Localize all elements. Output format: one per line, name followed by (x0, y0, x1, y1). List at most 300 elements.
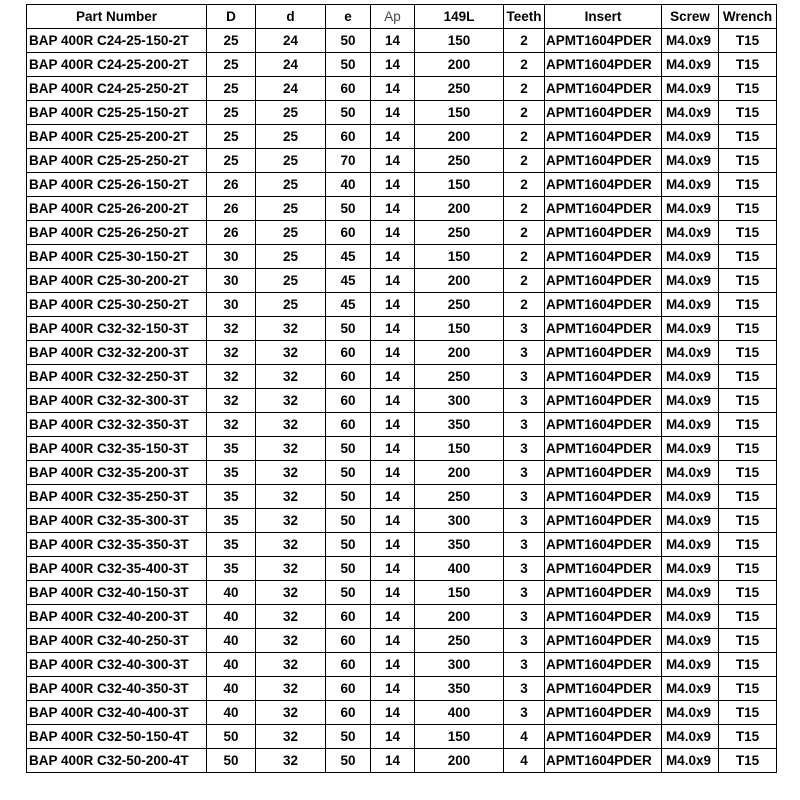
cell-wrench: T15 (719, 557, 777, 581)
cell-teeth: 2 (504, 197, 545, 221)
cell-e: 70 (326, 149, 371, 173)
cell-screw: M4.0x9 (662, 221, 719, 245)
cell-teeth: 2 (504, 269, 545, 293)
header-part-number: Part Number (27, 5, 207, 29)
cell-teeth: 2 (504, 101, 545, 125)
cell-d-major: 40 (207, 677, 256, 701)
cell-d-minor: 25 (256, 221, 326, 245)
cell-e: 50 (326, 725, 371, 749)
cell-d-minor: 32 (256, 677, 326, 701)
cell-screw: M4.0x9 (662, 629, 719, 653)
cell-teeth: 2 (504, 149, 545, 173)
cell-e: 60 (326, 77, 371, 101)
cell-ap: 14 (371, 149, 415, 173)
cell-length: 200 (415, 605, 504, 629)
cell-ap: 14 (371, 509, 415, 533)
cell-screw: M4.0x9 (662, 677, 719, 701)
table-row (27, 509, 777, 533)
cell-d-major: 25 (207, 53, 256, 77)
cell-wrench: T15 (719, 269, 777, 293)
cell-wrench: T15 (719, 677, 777, 701)
table-row (27, 389, 777, 413)
cell-screw: M4.0x9 (662, 389, 719, 413)
cell-d-major: 30 (207, 269, 256, 293)
cell-d-minor: 25 (256, 173, 326, 197)
cell-length: 250 (415, 221, 504, 245)
cell-d-major: 35 (207, 533, 256, 557)
cell-ap: 14 (371, 437, 415, 461)
cell-part-number: BAP 400R C32-32-300-3T (27, 389, 207, 413)
cell-wrench: T15 (719, 749, 777, 773)
cell-screw: M4.0x9 (662, 293, 719, 317)
cell-teeth: 2 (504, 53, 545, 77)
cell-screw: M4.0x9 (662, 653, 719, 677)
cell-screw: M4.0x9 (662, 437, 719, 461)
cell-insert: APMT1604PDER (545, 557, 662, 581)
cell-length: 200 (415, 749, 504, 773)
cell-length: 350 (415, 533, 504, 557)
cell-length: 350 (415, 413, 504, 437)
table-row (27, 413, 777, 437)
cell-wrench: T15 (719, 485, 777, 509)
cell-ap: 14 (371, 629, 415, 653)
cell-wrench: T15 (719, 317, 777, 341)
cell-part-number: BAP 400R C25-25-250-2T (27, 149, 207, 173)
cell-d-major: 50 (207, 749, 256, 773)
cell-d-minor: 32 (256, 413, 326, 437)
cell-d-minor: 32 (256, 557, 326, 581)
cell-part-number: BAP 400R C25-26-150-2T (27, 173, 207, 197)
cell-part-number: BAP 400R C32-50-200-4T (27, 749, 207, 773)
cell-e: 60 (326, 413, 371, 437)
cell-length: 200 (415, 197, 504, 221)
cell-d-minor: 32 (256, 317, 326, 341)
cell-teeth: 3 (504, 413, 545, 437)
cell-e: 60 (326, 629, 371, 653)
cell-insert: APMT1604PDER (545, 77, 662, 101)
cell-ap: 14 (371, 53, 415, 77)
table-row (27, 149, 777, 173)
cell-wrench: T15 (719, 245, 777, 269)
cell-wrench: T15 (719, 77, 777, 101)
cell-part-number: BAP 400R C32-40-400-3T (27, 701, 207, 725)
cell-d-minor: 32 (256, 533, 326, 557)
header-d-minor: d (256, 5, 326, 29)
cell-teeth: 2 (504, 77, 545, 101)
cell-part-number: BAP 400R C25-30-150-2T (27, 245, 207, 269)
cell-part-number: BAP 400R C25-26-200-2T (27, 197, 207, 221)
cell-ap: 14 (371, 485, 415, 509)
cell-part-number: BAP 400R C32-35-350-3T (27, 533, 207, 557)
cell-teeth: 3 (504, 509, 545, 533)
cell-wrench: T15 (719, 629, 777, 653)
cell-ap: 14 (371, 605, 415, 629)
cell-teeth: 3 (504, 557, 545, 581)
cell-length: 350 (415, 677, 504, 701)
table-row (27, 677, 777, 701)
cell-part-number: BAP 400R C32-32-250-3T (27, 365, 207, 389)
cell-d-major: 32 (207, 365, 256, 389)
cell-wrench: T15 (719, 125, 777, 149)
table-row (27, 293, 777, 317)
cell-insert: APMT1604PDER (545, 605, 662, 629)
cell-d-major: 32 (207, 341, 256, 365)
cell-ap: 14 (371, 293, 415, 317)
cell-d-major: 30 (207, 293, 256, 317)
cell-ap: 14 (371, 77, 415, 101)
cell-ap: 14 (371, 125, 415, 149)
cell-teeth: 4 (504, 749, 545, 773)
cell-screw: M4.0x9 (662, 461, 719, 485)
cell-d-major: 35 (207, 461, 256, 485)
cell-d-major: 30 (207, 245, 256, 269)
cell-ap: 14 (371, 221, 415, 245)
cell-screw: M4.0x9 (662, 125, 719, 149)
cell-e: 60 (326, 221, 371, 245)
cell-d-minor: 32 (256, 629, 326, 653)
cell-d-major: 35 (207, 509, 256, 533)
cell-part-number: BAP 400R C32-32-200-3T (27, 341, 207, 365)
table-row (27, 437, 777, 461)
table-row (27, 557, 777, 581)
table-row (27, 197, 777, 221)
cell-part-number: BAP 400R C32-35-250-3T (27, 485, 207, 509)
cell-d-major: 26 (207, 221, 256, 245)
cell-part-number: BAP 400R C32-40-350-3T (27, 677, 207, 701)
cell-screw: M4.0x9 (662, 77, 719, 101)
cell-d-major: 26 (207, 173, 256, 197)
table-row (27, 317, 777, 341)
cell-d-minor: 25 (256, 125, 326, 149)
cell-ap: 14 (371, 413, 415, 437)
cell-length: 250 (415, 77, 504, 101)
cell-insert: APMT1604PDER (545, 533, 662, 557)
cell-d-major: 25 (207, 77, 256, 101)
cell-part-number: BAP 400R C25-30-200-2T (27, 269, 207, 293)
cell-part-number: BAP 400R C32-40-300-3T (27, 653, 207, 677)
cell-ap: 14 (371, 461, 415, 485)
cell-length: 200 (415, 125, 504, 149)
cell-length: 150 (415, 29, 504, 53)
cell-screw: M4.0x9 (662, 269, 719, 293)
cell-d-minor: 24 (256, 53, 326, 77)
cell-insert: APMT1604PDER (545, 365, 662, 389)
cell-e: 60 (326, 677, 371, 701)
cell-d-major: 40 (207, 701, 256, 725)
cell-teeth: 2 (504, 29, 545, 53)
cell-teeth: 3 (504, 605, 545, 629)
cell-insert: APMT1604PDER (545, 29, 662, 53)
header-teeth: Teeth (504, 5, 545, 29)
table-row (27, 173, 777, 197)
cell-screw: M4.0x9 (662, 245, 719, 269)
table-row (27, 245, 777, 269)
cell-insert: APMT1604PDER (545, 173, 662, 197)
table-row (27, 101, 777, 125)
table-row (27, 365, 777, 389)
cell-ap: 14 (371, 197, 415, 221)
cell-length: 200 (415, 53, 504, 77)
cell-length: 150 (415, 173, 504, 197)
table-row (27, 581, 777, 605)
cell-part-number: BAP 400R C25-30-250-2T (27, 293, 207, 317)
cell-wrench: T15 (719, 725, 777, 749)
cell-e: 50 (326, 53, 371, 77)
cell-screw: M4.0x9 (662, 581, 719, 605)
cell-length: 200 (415, 461, 504, 485)
cell-length: 400 (415, 557, 504, 581)
cell-teeth: 3 (504, 485, 545, 509)
table-row (27, 461, 777, 485)
cell-teeth: 4 (504, 725, 545, 749)
cell-d-minor: 32 (256, 653, 326, 677)
cell-part-number: BAP 400R C32-35-300-3T (27, 509, 207, 533)
cell-wrench: T15 (719, 149, 777, 173)
header-ap: Ap (371, 5, 415, 29)
cell-d-minor: 25 (256, 149, 326, 173)
cell-wrench: T15 (719, 701, 777, 725)
cell-length: 250 (415, 629, 504, 653)
cell-ap: 14 (371, 341, 415, 365)
cell-insert: APMT1604PDER (545, 101, 662, 125)
cell-teeth: 3 (504, 341, 545, 365)
cell-d-minor: 25 (256, 293, 326, 317)
cell-teeth: 3 (504, 653, 545, 677)
cell-d-minor: 32 (256, 461, 326, 485)
cell-d-minor: 25 (256, 101, 326, 125)
cell-length: 150 (415, 101, 504, 125)
cell-wrench: T15 (719, 533, 777, 557)
cell-length: 250 (415, 293, 504, 317)
cell-part-number: BAP 400R C24-25-150-2T (27, 29, 207, 53)
cell-d-minor: 32 (256, 701, 326, 725)
cell-length: 150 (415, 437, 504, 461)
cell-screw: M4.0x9 (662, 317, 719, 341)
cell-d-major: 40 (207, 581, 256, 605)
cell-d-minor: 32 (256, 389, 326, 413)
cell-e: 60 (326, 653, 371, 677)
cell-e: 50 (326, 557, 371, 581)
cell-d-minor: 25 (256, 197, 326, 221)
cell-e: 45 (326, 293, 371, 317)
cell-ap: 14 (371, 269, 415, 293)
cell-screw: M4.0x9 (662, 29, 719, 53)
cell-wrench: T15 (719, 581, 777, 605)
cell-teeth: 3 (504, 533, 545, 557)
cell-e: 50 (326, 29, 371, 53)
cell-ap: 14 (371, 389, 415, 413)
cell-screw: M4.0x9 (662, 101, 719, 125)
header-length: 149L (415, 5, 504, 29)
cell-e: 50 (326, 197, 371, 221)
cell-e: 50 (326, 581, 371, 605)
cell-part-number: BAP 400R C32-40-250-3T (27, 629, 207, 653)
cell-e: 50 (326, 749, 371, 773)
cell-d-minor: 24 (256, 29, 326, 53)
cell-e: 40 (326, 173, 371, 197)
cell-teeth: 3 (504, 677, 545, 701)
cell-e: 60 (326, 125, 371, 149)
cell-wrench: T15 (719, 197, 777, 221)
cell-length: 200 (415, 341, 504, 365)
cell-ap: 14 (371, 557, 415, 581)
cell-ap: 14 (371, 29, 415, 53)
cell-d-major: 40 (207, 605, 256, 629)
cell-part-number: BAP 400R C24-25-200-2T (27, 53, 207, 77)
table-row (27, 269, 777, 293)
cell-teeth: 2 (504, 293, 545, 317)
table-row (27, 749, 777, 773)
cell-d-major: 40 (207, 629, 256, 653)
cell-teeth: 3 (504, 629, 545, 653)
cell-part-number: BAP 400R C24-25-250-2T (27, 77, 207, 101)
cell-insert: APMT1604PDER (545, 461, 662, 485)
table-body (27, 29, 777, 773)
cell-insert: APMT1604PDER (545, 725, 662, 749)
cell-d-major: 35 (207, 437, 256, 461)
cell-part-number: BAP 400R C25-26-250-2T (27, 221, 207, 245)
cell-part-number: BAP 400R C32-35-400-3T (27, 557, 207, 581)
cell-part-number: BAP 400R C32-32-150-3T (27, 317, 207, 341)
cell-insert: APMT1604PDER (545, 749, 662, 773)
table-row (27, 653, 777, 677)
cell-part-number: BAP 400R C32-35-150-3T (27, 437, 207, 461)
cell-part-number: BAP 400R C32-50-150-4T (27, 725, 207, 749)
cell-wrench: T15 (719, 413, 777, 437)
cell-insert: APMT1604PDER (545, 389, 662, 413)
cell-insert: APMT1604PDER (545, 149, 662, 173)
cell-wrench: T15 (719, 461, 777, 485)
header-insert: Insert (545, 5, 662, 29)
cell-d-minor: 32 (256, 437, 326, 461)
cell-screw: M4.0x9 (662, 485, 719, 509)
cell-screw: M4.0x9 (662, 173, 719, 197)
cell-ap: 14 (371, 581, 415, 605)
cell-length: 250 (415, 365, 504, 389)
header-screw: Screw (662, 5, 719, 29)
cell-d-major: 25 (207, 101, 256, 125)
cell-insert: APMT1604PDER (545, 413, 662, 437)
cell-e: 45 (326, 269, 371, 293)
cell-wrench: T15 (719, 173, 777, 197)
cell-e: 60 (326, 341, 371, 365)
cell-part-number: BAP 400R C32-32-350-3T (27, 413, 207, 437)
cell-d-minor: 32 (256, 725, 326, 749)
cell-length: 250 (415, 149, 504, 173)
table-row (27, 533, 777, 557)
cell-screw: M4.0x9 (662, 725, 719, 749)
cell-screw: M4.0x9 (662, 533, 719, 557)
cell-length: 300 (415, 509, 504, 533)
cell-screw: M4.0x9 (662, 749, 719, 773)
cell-wrench: T15 (719, 605, 777, 629)
cell-teeth: 3 (504, 701, 545, 725)
cell-d-major: 32 (207, 389, 256, 413)
cell-d-minor: 32 (256, 509, 326, 533)
cell-ap: 14 (371, 245, 415, 269)
cell-part-number: BAP 400R C32-40-150-3T (27, 581, 207, 605)
cell-teeth: 2 (504, 173, 545, 197)
cell-wrench: T15 (719, 389, 777, 413)
cell-ap: 14 (371, 725, 415, 749)
cell-insert: APMT1604PDER (545, 701, 662, 725)
cell-screw: M4.0x9 (662, 701, 719, 725)
cell-insert: APMT1604PDER (545, 197, 662, 221)
cell-length: 150 (415, 581, 504, 605)
cell-insert: APMT1604PDER (545, 485, 662, 509)
cell-screw: M4.0x9 (662, 53, 719, 77)
cell-d-minor: 32 (256, 365, 326, 389)
cell-d-major: 50 (207, 725, 256, 749)
cell-screw: M4.0x9 (662, 341, 719, 365)
cell-part-number: BAP 400R C25-25-200-2T (27, 125, 207, 149)
cell-e: 60 (326, 389, 371, 413)
cell-length: 150 (415, 725, 504, 749)
table-row (27, 605, 777, 629)
cell-insert: APMT1604PDER (545, 245, 662, 269)
cell-ap: 14 (371, 653, 415, 677)
cell-screw: M4.0x9 (662, 365, 719, 389)
cell-wrench: T15 (719, 293, 777, 317)
cell-e: 50 (326, 509, 371, 533)
header-row (27, 5, 777, 29)
cell-ap: 14 (371, 749, 415, 773)
cell-screw: M4.0x9 (662, 413, 719, 437)
cell-teeth: 3 (504, 461, 545, 485)
cell-ap: 14 (371, 173, 415, 197)
table-row (27, 701, 777, 725)
cell-d-major: 25 (207, 149, 256, 173)
cell-insert: APMT1604PDER (545, 629, 662, 653)
cell-wrench: T15 (719, 509, 777, 533)
cell-e: 45 (326, 245, 371, 269)
cell-length: 250 (415, 485, 504, 509)
cell-insert: APMT1604PDER (545, 341, 662, 365)
cell-insert: APMT1604PDER (545, 581, 662, 605)
cell-insert: APMT1604PDER (545, 317, 662, 341)
cell-ap: 14 (371, 533, 415, 557)
cell-e: 50 (326, 533, 371, 557)
cell-e: 50 (326, 437, 371, 461)
cell-e: 60 (326, 701, 371, 725)
cell-length: 400 (415, 701, 504, 725)
cell-wrench: T15 (719, 53, 777, 77)
table-row (27, 485, 777, 509)
cell-length: 150 (415, 317, 504, 341)
table-row (27, 125, 777, 149)
cell-wrench: T15 (719, 101, 777, 125)
cell-insert: APMT1604PDER (545, 269, 662, 293)
cell-teeth: 3 (504, 389, 545, 413)
cell-teeth: 3 (504, 317, 545, 341)
cell-d-major: 25 (207, 125, 256, 149)
table-row (27, 29, 777, 53)
cell-insert: APMT1604PDER (545, 125, 662, 149)
cell-ap: 14 (371, 365, 415, 389)
cell-part-number: BAP 400R C32-35-200-3T (27, 461, 207, 485)
cell-insert: APMT1604PDER (545, 53, 662, 77)
cell-ap: 14 (371, 677, 415, 701)
cell-teeth: 3 (504, 437, 545, 461)
cell-d-major: 25 (207, 29, 256, 53)
cell-wrench: T15 (719, 341, 777, 365)
cell-part-number: BAP 400R C25-25-150-2T (27, 101, 207, 125)
cell-teeth: 3 (504, 581, 545, 605)
cell-length: 200 (415, 269, 504, 293)
cell-d-major: 26 (207, 197, 256, 221)
cell-wrench: T15 (719, 365, 777, 389)
cell-wrench: T15 (719, 437, 777, 461)
